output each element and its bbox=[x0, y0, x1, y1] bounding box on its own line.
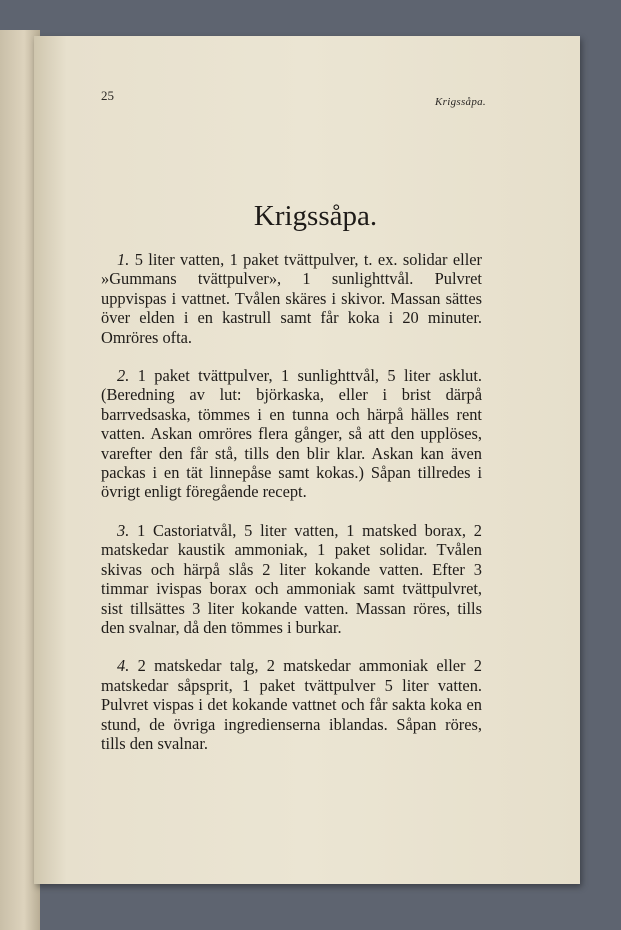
recipe-paragraph-1 bbox=[101, 250, 482, 347]
recipe-body bbox=[101, 250, 482, 772]
recipe-number: 2. bbox=[117, 366, 130, 386]
page-number: 25 bbox=[101, 88, 114, 103]
recipe-paragraph-2 bbox=[101, 366, 482, 502]
recipe-number: 1. bbox=[117, 250, 130, 269]
recipe-paragraph-3 bbox=[101, 521, 482, 637]
page-title: Krigssåpa. bbox=[253, 200, 378, 232]
recipe-text: 2 matskedar talg, 2 matskedar ammoniak eller 2 matskedar såpsprit, 1 paket tvättpulver 5 liter vatten. Pulvret vispas i det kokande vattnet och får sakta koka en stund, de övriga ingredienserna iblandas. Såpan röres, tills den svalnar. bbox=[101, 656, 482, 753]
recipe-number: 3. bbox=[117, 520, 130, 540]
running-head: Krigssåpa. bbox=[435, 96, 486, 108]
recipe-text: 1 Castoriatvål, 5 liter vatten, 1 matsked borax, 2 matskedar kaustik ammoniak, 1 paket solidar. Tvålen skivas och härpå slås 2 liter kokande vatten. Efter 3 timmar ivispas borax och ammoniak samt tvättpulvret, sist tillsättes 3 liter kokande vatten. Massan röres, tills den svalnar, då den tömmes i burkar. bbox=[101, 520, 482, 637]
recipe-number: 4. bbox=[117, 656, 130, 676]
recipe-paragraph-4 bbox=[101, 656, 482, 753]
recipe-text: 1 paket tvättpulver, 1 sunlighttvål, 5 liter asklut. (Beredning av lut: björkaska, eller i brist därpå barrvedsaska, tömmes i en tunna och härpå hälles rent vatten. Askan omröres flera gånger, så att den upplöses, varefter den får stå, tills den blir klar. Askan kan även packas i en tät linnepåse samt kokas.) Såpan tillredes i övrigt enligt föregående recept. bbox=[101, 366, 482, 502]
recipe-text: 5 liter vatten, 1 paket tvättpulver, t. ex. solidar eller »Gummans tvättpulver», 1 sunlighttvål. Pulvret uppvispas i vattnet. Tvålen skäres i skivor. Massan sättes över elden i en kastrull samt får koka i 20 minuter. Omröres ofta. bbox=[101, 250, 482, 347]
